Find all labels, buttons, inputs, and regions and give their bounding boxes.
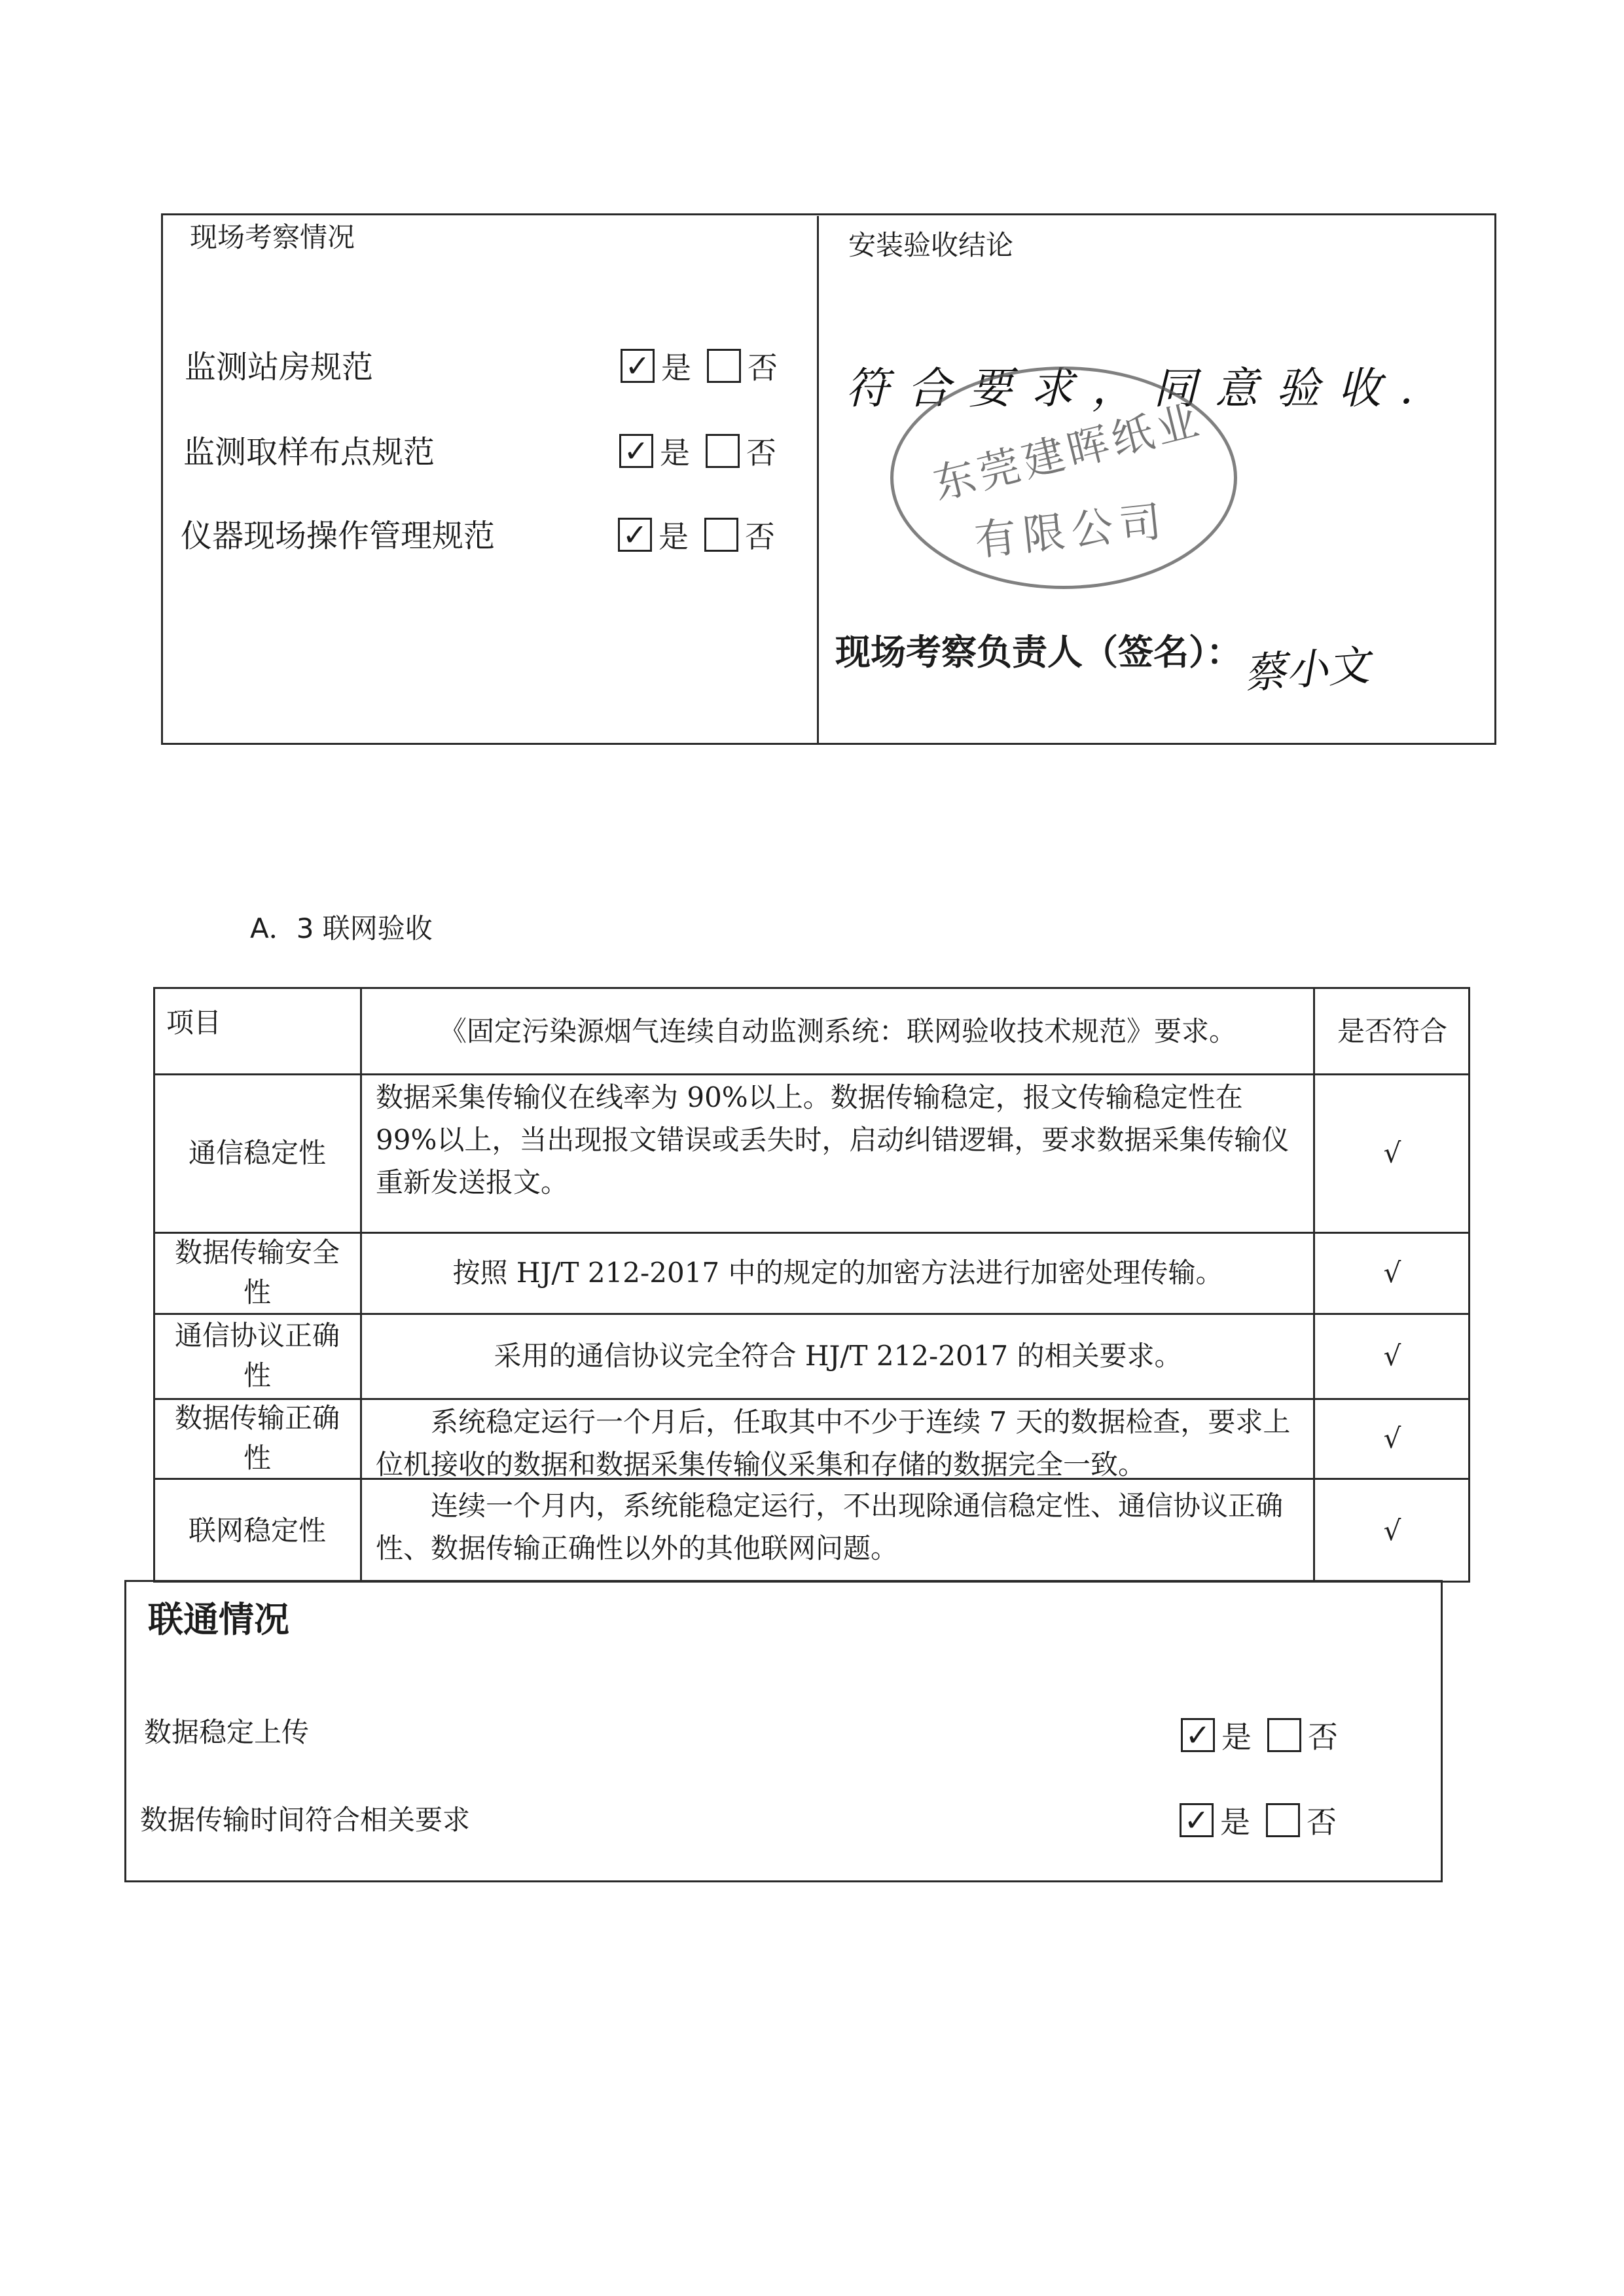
yes-label: 是 (660, 435, 690, 471)
yes-checkbox[interactable]: ✓ (1181, 1718, 1215, 1752)
row-divider (154, 1073, 1469, 1075)
row-divider (154, 1398, 1469, 1400)
connect-item-time-label: 数据传输时间符合相关要求 (140, 1804, 471, 1836)
connect-item-upload-label: 数据稳定上传 (144, 1716, 310, 1748)
table-row-conform: √ (1383, 1136, 1401, 1169)
col-divider-1 (360, 988, 362, 1583)
yes-checkbox[interactable]: ✓ (619, 434, 653, 468)
acceptance-conclusion-title: 安装验收结论 (848, 229, 1014, 261)
no-checkbox[interactable] (1266, 1803, 1300, 1837)
table-row-item: 数据传输安全性 (174, 1236, 340, 1308)
seal-text-line1: 东莞建晖纸业 (928, 396, 1208, 510)
site-inspection-title: 现场考察情况 (190, 221, 355, 253)
yes-checkbox[interactable]: ✓ (621, 349, 655, 383)
yes-label: 是 (661, 350, 691, 386)
header-item: 项目 (166, 1007, 222, 1039)
table-row-item: 联网稳定性 (188, 1514, 326, 1547)
no-checkbox[interactable] (706, 434, 740, 468)
no-label: 否 (745, 519, 775, 554)
connectivity-title: 联通情况 (148, 1598, 289, 1640)
yes-label: 是 (1221, 1719, 1252, 1755)
item-instrument-check (618, 513, 775, 556)
signer-label: 现场考察负责人（签名）： (835, 631, 1242, 673)
table-row-conform: √ (1383, 1422, 1401, 1454)
row-divider (154, 1232, 1469, 1234)
table-row-item: 通信协议正确性 (174, 1319, 340, 1391)
no-label: 否 (748, 350, 778, 386)
no-label: 否 (1307, 1804, 1337, 1840)
yes-label: 是 (659, 519, 689, 554)
signature: 蔡小文 (1242, 641, 1371, 699)
item-instrument-label: 仪器现场操作管理规范 (181, 518, 496, 554)
no-label: 否 (746, 435, 776, 471)
seal-text-line2: 有限公司 (972, 497, 1170, 566)
table-row-item: 数据传输正确性 (174, 1402, 340, 1474)
no-checkbox[interactable] (1267, 1718, 1301, 1752)
header-requirement: 《固定污染源烟气连续自动监测系统：联网验收技术规范》要求。 (439, 1014, 1236, 1047)
row-divider (154, 1313, 1469, 1315)
no-checkbox[interactable] (707, 349, 741, 383)
connect-item-time-check (1180, 1799, 1337, 1842)
yes-checkbox[interactable]: ✓ (618, 518, 652, 552)
item-sampling-check (619, 429, 776, 473)
item-station-label: 监测站房规范 (185, 349, 374, 386)
yes-label: 是 (1220, 1804, 1250, 1840)
header-conform: 是否符合 (1337, 1014, 1447, 1047)
section-heading: A．3 联网验收 (250, 912, 433, 944)
table-row-requirement: 系统稳定运行一个月后，任取其中不少于连续 7 天的数据检查，要求上位机接收的数据和数据采集传输仪采集和存储的数据完全一致。 (376, 1406, 1291, 1481)
table-row-requirement: 数据采集传输仪在线率为 90%以上。数据传输稳定，报文传输稳定性在 99%以上，当出现报文错误或丢失时，启动纠错逻辑，要求数据采集传输仪重新发送报文。 (376, 1081, 1290, 1199)
table-row-requirement: 连续一个月内，系统能稳定运行，不出现除通信稳定性、通信协议正确性、数据传输正确性以外的其他联网问题。 (376, 1490, 1284, 1565)
yes-checkbox[interactable]: ✓ (1180, 1803, 1214, 1837)
table-row-item: 通信稳定性 (188, 1136, 326, 1169)
table-row-requirement: 按照 HJ/T 212-2017 中的规定的加密方法进行加密处理传输。 (452, 1256, 1223, 1289)
connect-item-upload-check (1181, 1713, 1338, 1757)
site-inspection-divider (817, 216, 819, 744)
col-divider-2 (1313, 988, 1315, 1583)
item-sampling-label: 监测取样布点规范 (183, 434, 435, 471)
table-row-conform: √ (1383, 1256, 1401, 1289)
table-row-conform: √ (1383, 1514, 1401, 1547)
handwritten-conclusion: 符合要求，同意验收. (846, 363, 1432, 414)
no-checkbox[interactable] (704, 518, 738, 552)
table-row-conform: √ (1383, 1339, 1401, 1372)
no-label: 否 (1308, 1719, 1338, 1755)
item-station-check (621, 344, 778, 387)
table-row-requirement: 采用的通信协议完全符合 HJ/T 212-2017 的相关要求。 (494, 1339, 1182, 1372)
